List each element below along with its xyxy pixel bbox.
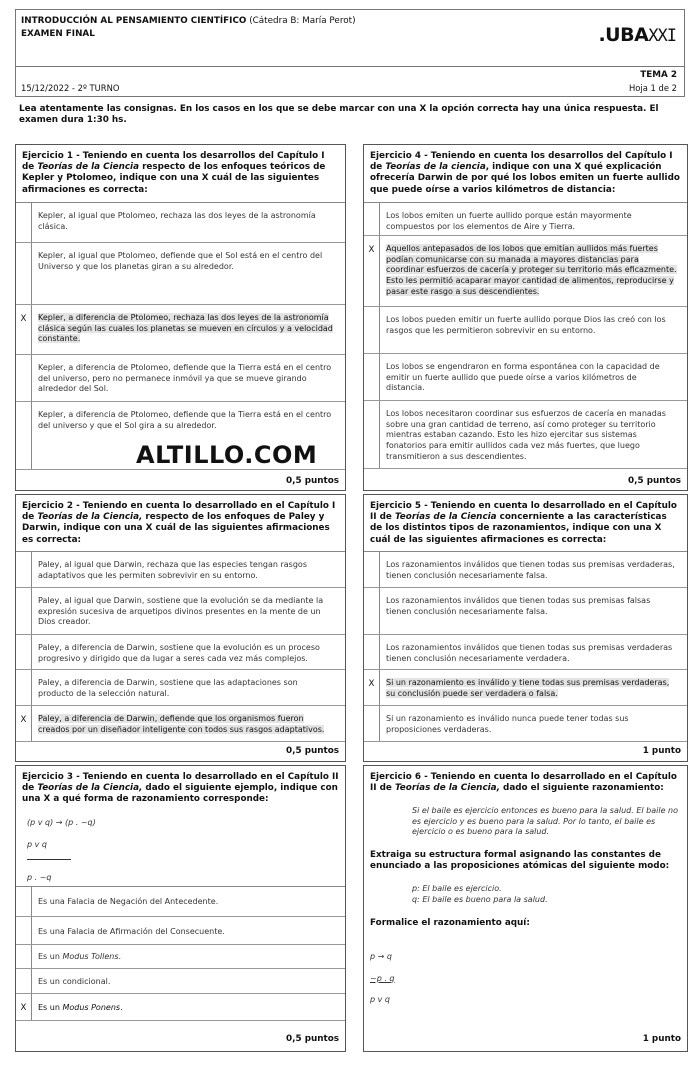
option-row-selected[interactable] xyxy=(16,305,345,355)
exercise-1-options xyxy=(16,202,345,470)
option-text: Paley, al igual que Darwin, sostiene que la evolución se da mediante la expresión sucesiva de arquetipos divinos presentes en la mente de un Dios creador. xyxy=(38,596,324,627)
exercise-6-prompt: Ejercicio 6 - Teniendo en cuenta lo desarrollado en el Capítulo II de Teorías de la Ciencia, dado el siguiente razonamiento: xyxy=(370,772,677,794)
answer-mark-cell[interactable] xyxy=(16,588,32,634)
answer-mark-cell[interactable]: X xyxy=(364,236,380,306)
option-text: Paley, a diferencia de Darwin, sostiene que la evolución es un proceso progresivo y dirigido que da lugar a seres cada vez más complejos. xyxy=(38,643,320,663)
option-row[interactable] xyxy=(16,887,345,917)
option-text: Los razonamientos inválidos que tienen todas sus premisas verdaderas tienen conclusión necesariamente verdadera. xyxy=(386,643,673,663)
exercise-4 xyxy=(363,144,688,491)
answer-mark-cell[interactable] xyxy=(16,969,32,993)
option-text: Los lobos pueden emitir un fuerte aullido porque Dios las creó con los rasgos que les permitieron sobrevivir en su entorno. xyxy=(386,315,666,335)
option-row[interactable] xyxy=(16,635,345,670)
answer-mark-cell[interactable] xyxy=(364,354,380,400)
exam-header xyxy=(15,9,685,97)
answer-mark-cell[interactable] xyxy=(364,552,380,587)
answer-mark-cell[interactable]: X xyxy=(16,305,32,354)
exercise-3-points: 0,5 puntos xyxy=(286,1034,339,1044)
instructions: Lea atentamente las consignas. En los casos en los que se debe marcar con una X la opción correcta hay una única respuesta. El examen dura 1:30 hs. xyxy=(19,104,659,126)
option-row[interactable] xyxy=(16,203,345,243)
option-text: Es un Modus Tollens. xyxy=(38,952,122,961)
constant-q: q: El baile es bueno para la salud. xyxy=(412,895,548,904)
answer-mark-cell[interactable] xyxy=(364,401,380,468)
tema-label: TEMA 2 xyxy=(640,70,677,80)
exercise-5-points: 1 punto xyxy=(642,746,681,756)
option-row[interactable] xyxy=(16,670,345,706)
option-row[interactable] xyxy=(16,917,345,945)
option-row[interactable] xyxy=(364,635,687,670)
exercise-4-prompt: Ejercicio 4 - Teniendo en cuenta los desarrollos del Capítulo I de Teorías de la ciencia, indique con una X qué explicación ofrecería Darwin de por qué los lobos emiten un fuerte aullido que puede oírse a varios kilómetros de distancia: xyxy=(370,151,680,195)
answer-mark-cell[interactable] xyxy=(364,706,380,741)
option-text: Aquellos antepasados de los lobos que emitían aullidos más fuertes podían comunicarse con su manada a mayores distancias para coordinar esfuerzos de cacería y proteger su territorio más eficazmente. Esto les permitió acaparar mayor cantidad de alimentos, reproducirse y pasar este rasgo a sus descendientes. xyxy=(386,244,677,296)
exercise-3 xyxy=(15,765,346,1052)
exercise-5 xyxy=(363,494,688,762)
answer-line-1[interactable]: p → q xyxy=(370,952,392,961)
exercise-1 xyxy=(15,144,346,491)
exercise-2-options xyxy=(16,551,345,742)
option-text: Los razonamientos inválidos que tienen todas sus premisas verdaderas, tienen conclusión necesariamente falsa. xyxy=(386,560,675,580)
answer-mark-cell[interactable] xyxy=(16,670,32,705)
option-text: Es una Falacia de Afirmación del Consecuente. xyxy=(38,927,225,936)
option-text: Kepler, al igual que Ptolomeo, rechaza las dos leyes de la astronomía clásica. xyxy=(38,211,316,231)
exercise-3-options xyxy=(16,886,345,1021)
uba-xxi-logo: .UBAXXI xyxy=(598,24,676,46)
exercise-2-prompt: Ejercicio 2 - Teniendo en cuenta lo desarrollado en el Capítulo I de Teorías de la Ciencia, respecto de los enfoques de Paley y Darwin, indique con una X cuál de las siguientes afirmaciones es correcta: xyxy=(22,501,336,545)
exercise-6 xyxy=(363,765,688,1052)
option-text: Es una Falacia de Negación del Antecedente. xyxy=(38,897,219,906)
option-text: Paley, a diferencia de Darwin, sostiene que las adaptaciones son producto de la selección natural. xyxy=(38,678,298,698)
option-text: Kepler, a diferencia de Ptolomeo, defiende que la Tierra está en el centro del universo y que el Sol gira a su alrededor. xyxy=(38,410,332,430)
answer-mark-cell[interactable] xyxy=(16,243,32,304)
option-row-selected[interactable] xyxy=(364,236,687,307)
option-row[interactable] xyxy=(364,307,687,354)
exercise-4-options xyxy=(364,202,687,469)
exercise-2 xyxy=(15,494,346,762)
option-row[interactable] xyxy=(16,552,345,588)
exam-type: EXAMEN FINAL xyxy=(21,29,95,39)
option-row[interactable] xyxy=(16,588,345,635)
extract-instruction: Extraiga su estructura formal asignando las constantes de enunciado a las proposiciones atómicas del siguiente modo: xyxy=(370,850,670,872)
option-row[interactable] xyxy=(364,706,687,742)
option-text: Kepler, al igual que Ptolomeo, defiende que el Sol está en el centro del Universo y que los planetas giran a su alrededor. xyxy=(38,251,323,271)
option-row[interactable] xyxy=(16,969,345,994)
answer-mark-cell[interactable] xyxy=(364,588,380,634)
answer-mark-cell[interactable] xyxy=(364,635,380,669)
formalize-instruction: Formalice el razonamiento aquí: xyxy=(370,918,530,928)
exercise-1-points: 0,5 puntos xyxy=(286,476,339,486)
exercise-3-prompt: Ejercicio 3 - Teniendo en cuenta lo desarrollado en el Capítulo II de Teorías de la Ciencia, dado el siguiente ejemplo, indique con una X a qué forma de razonamiento corresponde: xyxy=(22,772,339,805)
answer-mark-cell[interactable]: X xyxy=(364,670,380,705)
answer-line-2[interactable]: ~p . q xyxy=(370,974,395,983)
answer-mark-cell[interactable] xyxy=(364,307,380,353)
option-row[interactable] xyxy=(364,588,687,635)
answer-mark-cell[interactable] xyxy=(16,917,32,944)
option-text: Paley, al igual que Darwin, rechaza que las especies tengan rasgos adaptativos que les permiten sobrevivir en su entorno. xyxy=(38,560,307,580)
option-row[interactable] xyxy=(16,243,345,305)
course-title: INTRODUCCIÓN AL PENSAMIENTO CIENTÍFICO (Cátedra B: María Perot) xyxy=(21,16,356,26)
answer-mark-cell[interactable] xyxy=(16,203,32,242)
option-text: Kepler, a diferencia de Ptolomeo, rechaza las dos leyes de la astronomía clásica según las cuales los planetas se mueven en círculos y a velocidad constante. xyxy=(38,313,333,344)
option-text: Si un razonamiento es inválido nunca puede tener todas sus proposiciones verdaderas. xyxy=(386,714,629,734)
option-text: Kepler, a diferencia de Ptolomeo, defiende que la Tierra está en el centro del universo, pero no permanece inmóvil ya que se mueve girando alrededor del Sol. xyxy=(38,363,332,394)
answer-mark-cell[interactable] xyxy=(16,355,32,401)
option-row[interactable] xyxy=(364,203,687,236)
option-text: Los lobos necesitaron coordinar sus esfuerzos de cacería en manadas sobre una gran cantidad de terreno, así como proteger su territorio mientras estaban cazando. Esto les hizo ejercitar sus sistemas fonatorios para emitir aullidos cada vez más fuertes, que luego transmitieron a sus descendientes. xyxy=(386,409,666,461)
answer-mark-cell[interactable] xyxy=(16,887,32,916)
premise-2-formula: p v q xyxy=(27,840,47,849)
exercise-5-prompt: Ejercicio 5 - Teniendo en cuenta lo desarrollado en el Capítulo II de Teorías de la Ciencia concerniente a las características de los distintos tipos de razonamientos, indique con una X cuál de las siguientes afirmaciones es correcta: xyxy=(370,501,677,545)
exercise-2-points: 0,5 puntos xyxy=(286,746,339,756)
option-text: Los razonamientos inválidos que tienen todas sus premisas falsas tienen conclusión necesariamente falsa. xyxy=(386,596,651,616)
option-text: Paley, a diferencia de Darwin, defiende que los organismos fueron creados por un diseñador inteligente con todos sus rasgos adaptativos. xyxy=(38,714,325,734)
answer-mark-cell[interactable] xyxy=(364,203,380,235)
answer-mark-cell[interactable]: X xyxy=(16,706,32,741)
inference-line xyxy=(27,859,71,860)
option-row-selected[interactable] xyxy=(16,706,345,742)
option-text: Es un Modus Ponens. xyxy=(38,1003,123,1012)
option-row[interactable] xyxy=(364,552,687,588)
conclusion-formula: p . ~q xyxy=(27,873,52,882)
answer-line-3[interactable]: p v q xyxy=(370,995,390,1004)
option-text: Los lobos se engendraron en forma espontánea con la capacidad de emitir un fuerte aullido que puede oírse a varios kilómetros de distancia. xyxy=(386,362,660,393)
exam-date: 15/12/2022 - 2º TURNO xyxy=(21,83,120,93)
answer-mark-cell[interactable] xyxy=(16,552,32,587)
exercise-6-points: 1 punto xyxy=(642,1034,681,1044)
exercise-4-points: 0,5 puntos xyxy=(628,476,681,486)
option-row[interactable] xyxy=(16,945,345,969)
premise-1-formula: (p v q) → (p . ~q) xyxy=(27,818,96,827)
exercise-1-prompt: Ejercicio 1 - Teniendo en cuenta los desarrollos del Capítulo I de Teorías de la Ciencia respecto de los enfoques teóricos de Kepler y Ptolomeo, indique con una X cuál de las siguientes afirmaciones es correcta: xyxy=(22,151,326,195)
option-text: Si un razonamiento es inválido y tiene todas sus premisas verdaderas, su conclusión puede ser verdadera o falsa. xyxy=(386,678,670,698)
argument-quote: Si el baile es ejercicio entonces es bueno para la salud. El baile no es ejercicio y es bueno para la salud. Por lo tanto, el baile es ejercicio o es bueno para la salud. xyxy=(412,806,679,837)
option-row-selected[interactable] xyxy=(16,994,345,1021)
answer-mark-cell[interactable] xyxy=(16,635,32,669)
option-text: Los lobos emiten un fuerte aullido porque están mayormente compuestos por los elementos de Aire y Tierra. xyxy=(386,211,632,231)
constant-p: p: El baile es ejercicio. xyxy=(412,884,502,893)
option-row[interactable] xyxy=(364,401,687,469)
answer-mark-cell[interactable] xyxy=(16,945,32,968)
option-row-selected[interactable] xyxy=(364,670,687,706)
option-row[interactable] xyxy=(16,355,345,402)
exercise-5-options xyxy=(364,551,687,742)
answer-mark-cell[interactable] xyxy=(16,402,32,469)
answer-mark-cell[interactable]: X xyxy=(16,994,32,1020)
option-row[interactable] xyxy=(364,354,687,401)
option-text: Es un condicional. xyxy=(38,977,111,986)
header-divider xyxy=(16,66,684,67)
page-counter: Hoja 1 de 2 xyxy=(629,83,677,93)
altillo-watermark-logo: ALTILLO.COM xyxy=(136,441,318,469)
